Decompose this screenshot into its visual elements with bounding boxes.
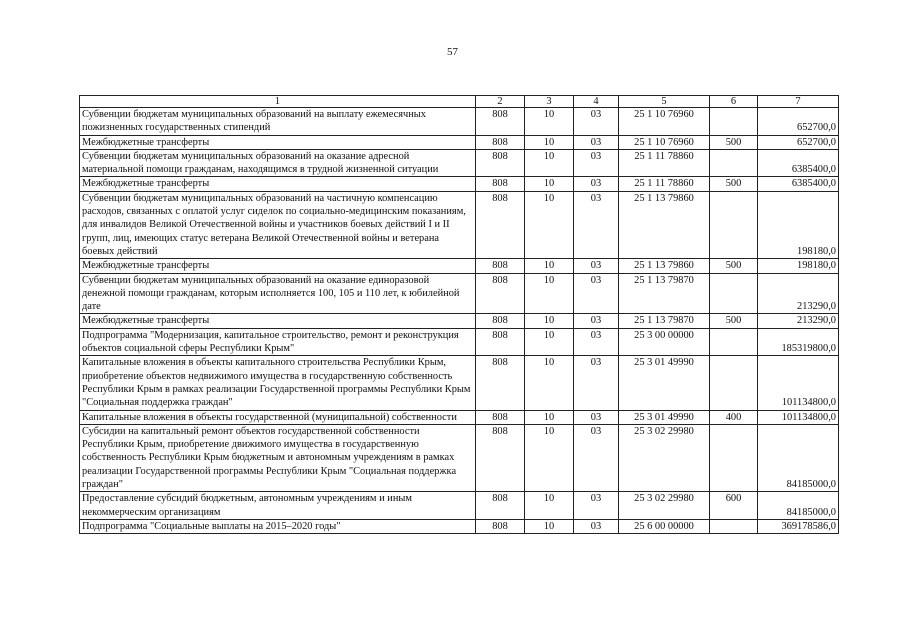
row-code-4: 03 xyxy=(574,191,619,258)
row-description: Субвенции бюджетам муниципальных образований на частичную компенсацию расходов, связанных с оплатой услуг сиделок по социально-медицинским показаниям, для инвалидов Великой Отечественной войны и участников боевых действий I и II групп, лиц, имеющих статус ветерана Великой Отечественной войны и ветерана боевых действий xyxy=(80,191,476,258)
row-description: Капитальные вложения в объекты капитального строительства Республики Крым, приобретение объектов недвижимого имущества в государственную собственность Республики Крым в рамках реализации Государственной программы Республики Крым "Социальная поддержка граждан" xyxy=(80,356,476,410)
row-code-3: 10 xyxy=(525,177,574,191)
budget-table xyxy=(79,95,839,534)
table-row xyxy=(80,135,839,149)
row-code-2: 808 xyxy=(476,519,525,533)
header-cell: 1 xyxy=(80,96,476,108)
row-amount: 101134800,0 xyxy=(758,356,839,410)
table-row xyxy=(80,314,839,328)
row-description: Межбюджетные трансферты xyxy=(80,259,476,273)
header-cell: 5 xyxy=(619,96,710,108)
row-code-4: 03 xyxy=(574,259,619,273)
row-description: Межбюджетные трансферты xyxy=(80,314,476,328)
row-code-6 xyxy=(710,328,758,356)
row-code-3: 10 xyxy=(525,410,574,424)
row-code-3: 10 xyxy=(525,314,574,328)
row-amount: 84185000,0 xyxy=(758,424,839,491)
row-code-5: 25 1 10 76960 xyxy=(619,135,710,149)
table-row xyxy=(80,259,839,273)
row-code-3: 10 xyxy=(525,356,574,410)
row-code-3: 10 xyxy=(525,135,574,149)
row-code-5: 25 3 02 29980 xyxy=(619,492,710,520)
row-description: Капитальные вложения в объекты государственной (муниципальной) собственности xyxy=(80,410,476,424)
row-code-2: 808 xyxy=(476,424,525,491)
row-code-4: 03 xyxy=(574,328,619,356)
row-amount: 213290,0 xyxy=(758,273,839,314)
row-code-2: 808 xyxy=(476,356,525,410)
header-cell: 4 xyxy=(574,96,619,108)
row-description: Субвенции бюджетам муниципальных образований на оказание единоразовой денежной помощи гражданам, которым исполняется 100, 105 и 110 лет, к юбилейной дате xyxy=(80,273,476,314)
table-row xyxy=(80,328,839,356)
row-code-6: 500 xyxy=(710,177,758,191)
row-code-3: 10 xyxy=(525,328,574,356)
row-code-5: 25 1 13 79860 xyxy=(619,191,710,258)
row-description: Субсидии на капитальный ремонт объектов государственной собственности Республики Крым, приобретение движимого имущества в государственную собственность Республики Крым бюджетным и автономным учреждениям в рамках реализации Государственной программы Республики Крым "Социальная поддержка граждан" xyxy=(80,424,476,491)
table-header-row xyxy=(80,96,839,108)
row-amount: 213290,0 xyxy=(758,314,839,328)
table-row xyxy=(80,410,839,424)
row-code-6 xyxy=(710,356,758,410)
row-code-5: 25 6 00 00000 xyxy=(619,519,710,533)
row-code-4: 03 xyxy=(574,273,619,314)
table-row xyxy=(80,191,839,258)
header-cell: 6 xyxy=(710,96,758,108)
row-description: Межбюджетные трансферты xyxy=(80,135,476,149)
table-row xyxy=(80,273,839,314)
row-code-5: 25 3 00 00000 xyxy=(619,328,710,356)
row-code-6 xyxy=(710,108,758,136)
row-code-4: 03 xyxy=(574,410,619,424)
header-cell: 7 xyxy=(758,96,839,108)
row-code-6: 500 xyxy=(710,314,758,328)
row-code-5: 25 1 13 79870 xyxy=(619,273,710,314)
row-code-5: 25 1 10 76960 xyxy=(619,108,710,136)
row-description: Межбюджетные трансферты xyxy=(80,177,476,191)
row-code-2: 808 xyxy=(476,135,525,149)
row-code-6 xyxy=(710,273,758,314)
row-amount: 84185000,0 xyxy=(758,492,839,520)
row-code-5: 25 1 11 78860 xyxy=(619,149,710,177)
row-code-4: 03 xyxy=(574,424,619,491)
row-code-2: 808 xyxy=(476,273,525,314)
row-code-3: 10 xyxy=(525,273,574,314)
row-code-3: 10 xyxy=(525,519,574,533)
row-amount: 101134800,0 xyxy=(758,410,839,424)
table-row xyxy=(80,356,839,410)
row-code-5: 25 3 01 49990 xyxy=(619,410,710,424)
row-code-2: 808 xyxy=(476,108,525,136)
row-description: Субвенции бюджетам муниципальных образований на оказание адресной материальной помощи гражданам, находящимся в трудной жизненной ситуации xyxy=(80,149,476,177)
row-amount: 198180,0 xyxy=(758,259,839,273)
table-row xyxy=(80,108,839,136)
row-description: Субвенции бюджетам муниципальных образований на выплату ежемесячных пожизненных государственных стипендий xyxy=(80,108,476,136)
row-code-6 xyxy=(710,191,758,258)
row-code-6 xyxy=(710,424,758,491)
header-cell: 3 xyxy=(525,96,574,108)
row-code-6: 400 xyxy=(710,410,758,424)
row-code-5: 25 1 13 79860 xyxy=(619,259,710,273)
row-code-3: 10 xyxy=(525,424,574,491)
row-code-2: 808 xyxy=(476,177,525,191)
table-row xyxy=(80,177,839,191)
row-code-6 xyxy=(710,519,758,533)
row-code-2: 808 xyxy=(476,191,525,258)
row-code-3: 10 xyxy=(525,259,574,273)
row-code-2: 808 xyxy=(476,410,525,424)
row-code-4: 03 xyxy=(574,149,619,177)
row-code-6: 600 xyxy=(710,492,758,520)
row-code-3: 10 xyxy=(525,108,574,136)
table-row xyxy=(80,519,839,533)
row-code-2: 808 xyxy=(476,259,525,273)
row-code-4: 03 xyxy=(574,108,619,136)
row-code-4: 03 xyxy=(574,135,619,149)
row-code-6: 500 xyxy=(710,259,758,273)
row-amount: 652700,0 xyxy=(758,135,839,149)
row-amount: 652700,0 xyxy=(758,108,839,136)
table-row xyxy=(80,149,839,177)
table-row xyxy=(80,424,839,491)
row-code-4: 03 xyxy=(574,519,619,533)
row-description: Предоставление субсидий бюджетным, автономным учреждениям и иным некоммерческим организациям xyxy=(80,492,476,520)
row-code-3: 10 xyxy=(525,191,574,258)
row-amount: 185319800,0 xyxy=(758,328,839,356)
row-amount: 6385400,0 xyxy=(758,177,839,191)
row-code-2: 808 xyxy=(476,149,525,177)
row-code-2: 808 xyxy=(476,492,525,520)
row-code-4: 03 xyxy=(574,492,619,520)
page-number: 57 xyxy=(447,46,458,58)
row-code-5: 25 3 01 49990 xyxy=(619,356,710,410)
row-code-4: 03 xyxy=(574,314,619,328)
row-code-5: 25 1 11 78860 xyxy=(619,177,710,191)
row-description: Подпрограмма "Социальные выплаты на 2015–2020 годы" xyxy=(80,519,476,533)
row-code-6: 500 xyxy=(710,135,758,149)
header-cell: 2 xyxy=(476,96,525,108)
row-amount: 6385400,0 xyxy=(758,149,839,177)
row-code-5: 25 3 02 29980 xyxy=(619,424,710,491)
row-code-3: 10 xyxy=(525,149,574,177)
row-amount: 369178586,0 xyxy=(758,519,839,533)
row-code-4: 03 xyxy=(574,356,619,410)
row-code-5: 25 1 13 79870 xyxy=(619,314,710,328)
row-amount: 198180,0 xyxy=(758,191,839,258)
row-code-2: 808 xyxy=(476,328,525,356)
row-code-4: 03 xyxy=(574,177,619,191)
row-code-3: 10 xyxy=(525,492,574,520)
row-code-6 xyxy=(710,149,758,177)
row-description: Подпрограмма "Модернизация, капитальное строительство, ремонт и реконструкция объектов социальной сферы Республики Крым" xyxy=(80,328,476,356)
row-code-2: 808 xyxy=(476,314,525,328)
table-row xyxy=(80,492,839,520)
